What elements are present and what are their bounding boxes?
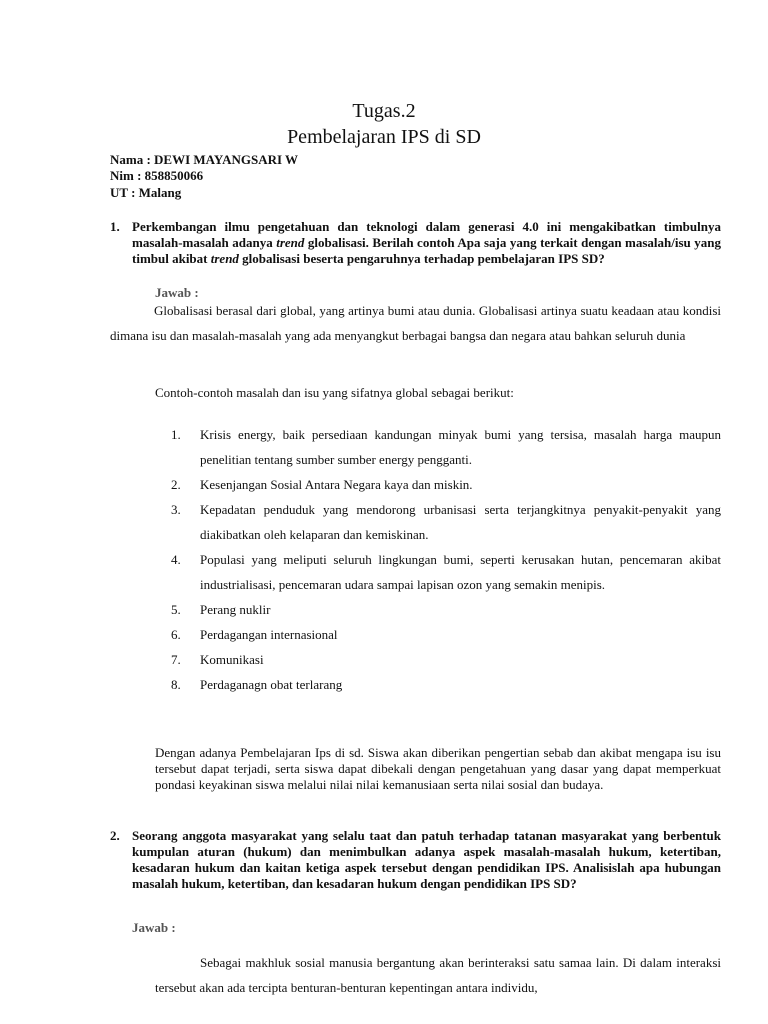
question-1-answer-paragraph-3: Dengan adanya Pembelajaran Ips di sd. Siswa akan diberikan pengertian sebab dan akibat mengapa isu isu tersebut dapat terjadi, serta siswa dapat dibekali dengan pengetahuan yang dasar yang dapat memperkuat pondasi keyakinan siswa melalui nilai nilai kemanusiaan serta nilai sosial dan budaya. bbox=[155, 745, 721, 792]
meta-nim: Nim : 858850066 bbox=[110, 168, 204, 183]
list-item-text: Komunikasi bbox=[200, 652, 264, 667]
question-2-text: Seorang anggota masyarakat yang selalu taat dan patuh terhadap tatanan masyarakat yang berbentuk kumpulan aturan (hukum) dan menimbulkan adanya aspek masalah-masalah hukum, ketertiban, kesadaran hukum dan kaitan ketiga aspek tersebut dengan pendidikan IPS. Analisislah apa hubungan masalah hukum, ketertiban, dan kesadaran hukum dengan pendidikan IPS SD? bbox=[132, 828, 721, 891]
list-item-number: 5. bbox=[171, 602, 181, 617]
list-item-text: Krisis energy, baik persediaan kandungan minyak bumi yang tersisa, masalah harga maupun penelitian tentang sumber sumber energy pengganti. bbox=[200, 427, 721, 467]
question-2-number: 2. bbox=[110, 828, 120, 843]
list-item-text: Kepadatan penduduk yang mendorong urbanisasi serta terjangkitnya penyakit-penyakit yang diakibatkan oleh kelaparan dan kemiskinan. bbox=[200, 502, 721, 542]
list-item-number: 2. bbox=[171, 477, 181, 492]
list-item-text: Perdagangan internasional bbox=[200, 627, 338, 642]
question-2-answer-paragraph-1: Sebagai makhluk sosial manusia bergantung akan berinteraksi satu samaa lain. Di dalam interaksi tersebut akan ada tercipta benturan-benturan kepentingan antara individu, bbox=[155, 955, 721, 995]
document-subtitle: Pembelajaran IPS di SD bbox=[287, 126, 481, 148]
list-item-number: 3. bbox=[171, 502, 181, 517]
question-1-text: Perkembangan ilmu pengetahuan dan teknologi dalam generasi 4.0 ini mengakibatkan timbulnya masalah-masalah adanya trend globalisasi. Berilah contoh Apa saja yang terkait dengan masalah/isu yang timbul akibat trend globalisasi beserta pengaruhnya terhadap pembelajaran IPS SD? bbox=[132, 219, 721, 266]
list-item-text: Perdaganagn obat terlarang bbox=[200, 677, 343, 692]
list-item bbox=[155, 597, 721, 622]
question-1-number: 1. bbox=[110, 219, 120, 234]
question-1-answer-paragraph-2: Contoh-contoh masalah dan isu yang sifatnya global sebagai berikut: bbox=[155, 385, 514, 400]
document-title: Tugas.2 bbox=[352, 100, 416, 122]
list-item-number: 7. bbox=[171, 652, 181, 667]
list-item-number: 6. bbox=[171, 627, 181, 642]
question-1-jawab-label: Jawab : bbox=[155, 285, 199, 300]
meta-ut: UT : Malang bbox=[110, 185, 182, 200]
list-item-text: Perang nuklir bbox=[200, 602, 271, 617]
list-item bbox=[155, 422, 721, 472]
list-item-number: 8. bbox=[171, 677, 181, 692]
list-item bbox=[155, 672, 721, 697]
list-item bbox=[155, 647, 721, 672]
question-2-jawab-label: Jawab : bbox=[132, 920, 176, 935]
list-item-number: 4. bbox=[171, 552, 181, 567]
question-1-example-list bbox=[155, 422, 721, 697]
list-item bbox=[155, 622, 721, 647]
question-1-answer-paragraph-1: Globalisasi berasal dari global, yang artinya bumi atau dunia. Globalisasi artinya suatu keadaan atau kondisi dimana isu dan masalah-masalah yang ada menyangkut berbagai bangsa dan negara atau bahkan seluruh dunia bbox=[110, 303, 721, 343]
list-item bbox=[155, 497, 721, 547]
list-item bbox=[155, 472, 721, 497]
list-item-text: Populasi yang meliputi seluruh lingkungan bumi, seperti kerusakan hutan, pencemaran akibat industrialisasi, pencemaran udara sampai lapisan ozon yang semakin menipis. bbox=[200, 552, 721, 592]
list-item-text: Kesenjangan Sosial Antara Negara kaya dan miskin. bbox=[200, 477, 473, 492]
list-item bbox=[155, 547, 721, 597]
meta-nama: Nama : DEWI MAYANGSARI W bbox=[110, 152, 299, 167]
list-item-number: 1. bbox=[171, 427, 181, 442]
